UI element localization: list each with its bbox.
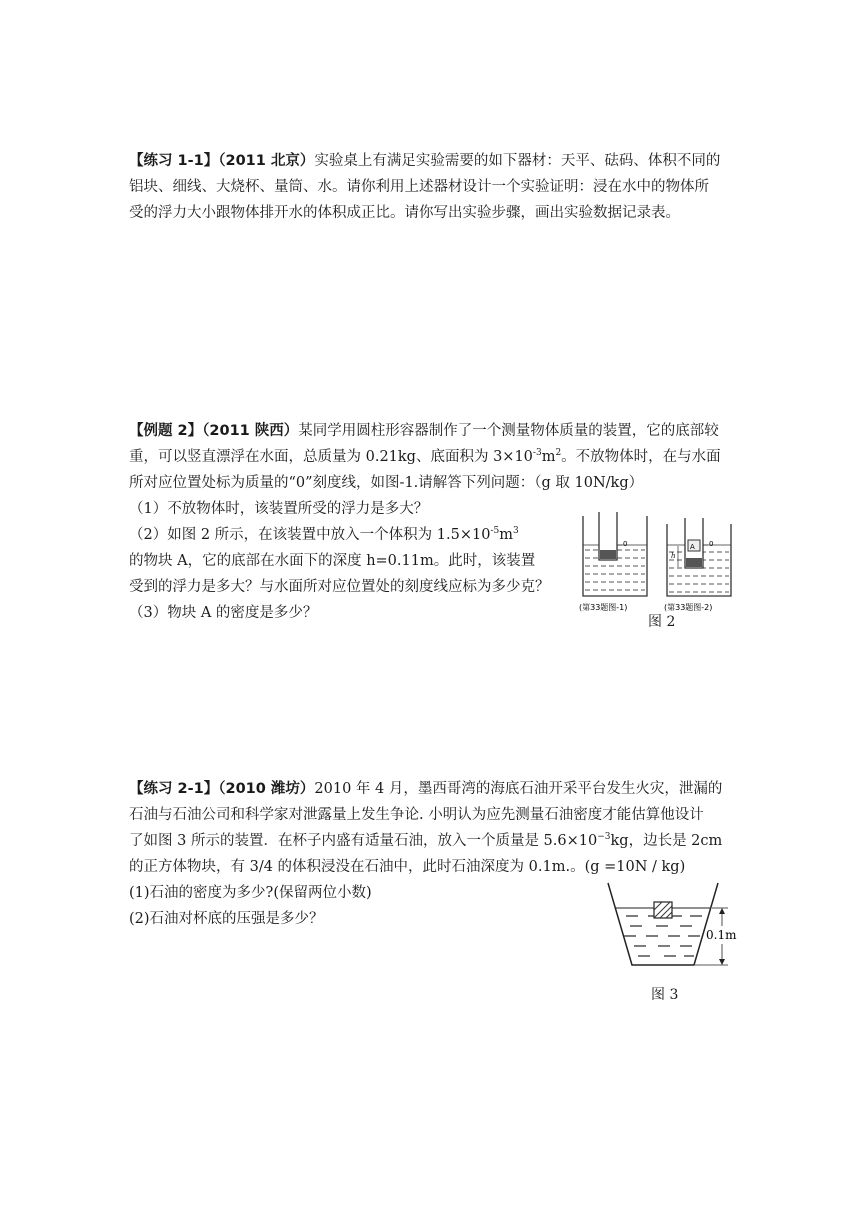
example-2-question-3: （3）物块 A 的密度是多少？: [129, 605, 318, 621]
practice-2-1-text-1: 2010 年 4 月，墨西哥湾的海底石油开采平台发生火灾，泄漏的: [314, 781, 723, 797]
practice-2-1-text-3b: kg，边长是 2cm: [610, 833, 723, 849]
figure-2-2-zero-mark: 0: [709, 540, 714, 548]
figure-2-1-label: (第33题图-1): [579, 603, 628, 612]
example-2-tag: 【例题 2】: [129, 423, 203, 439]
practice-1-1-line-1: [129, 148, 733, 174]
figure-3-caption: 图 3: [651, 987, 679, 1003]
example-2-source: （2011 陕西）: [202, 423, 299, 439]
practice-2-1-line-2: 石油与石油公司和科学家对泄露量上发生争论. 小明认为应先测量石油密度才能估算他设计: [129, 807, 704, 823]
example-2-q2-text-a: （2）如图 2 所示，在该装置中放入一个体积为 1.5×10: [129, 527, 491, 543]
practice-1-1-text-1: 实验桌上有满足实验需要的如下器材：天平、砝码、体积不同的: [314, 153, 721, 169]
example-2-q2-sup-2: 3: [512, 526, 519, 537]
practice-2-1-sup: −3: [597, 832, 611, 843]
figure-2-2-container: [667, 518, 731, 596]
figure-2-diagram: [577, 512, 737, 612]
practice-2-1-source: （2010 潍坊）: [218, 781, 315, 797]
practice-2-1-question-1: (1)石油的密度为多少?(保留两位小数): [129, 885, 372, 901]
example-2-line-3: 所对应位置处标为质量的“0”刻度线，如图-1.请解答下列问题：（g 取 10N/kg）: [129, 475, 644, 491]
example-2-line-2: [129, 444, 733, 470]
figure-2-2-label: (第33题图-2): [664, 603, 713, 612]
example-2-text-2c: 。不放物体时，在与水面: [561, 449, 721, 465]
example-2-text-2b: m: [541, 449, 556, 465]
figure-3-block: [654, 902, 672, 918]
practice-2-1-tag: 【练习 2-1】: [129, 781, 219, 797]
example-2-line-1: [129, 418, 733, 444]
practice-2-1-text-3a: 了如图 3 所示的装置．在杯子内盛有适量石油，放入一个质量是 5.6×10: [129, 833, 598, 849]
figure-2-2-block-label: A: [690, 543, 695, 551]
figure-2-caption: 图 2: [648, 614, 676, 630]
example-2-question-2-line-3: 受到的浮力是多大？与水面所对应位置处的刻度线应标为多少克？: [129, 579, 550, 595]
example-2-q2-text-b: m: [499, 527, 513, 543]
practice-1-1: [129, 148, 733, 226]
practice-1-1-source: （2011 北京）: [218, 153, 315, 169]
practice-1-1-line-3: 受的浮力大小跟物体排开水的体积成正比。请你写出实验步骤，画出实验数据记录表。: [129, 205, 680, 221]
example-2-sup-1: -3: [532, 448, 542, 459]
practice-2-1-line-1: [129, 776, 733, 802]
figure-3-depth-label: 0.1m: [706, 928, 737, 942]
example-2-sup-2: 2: [555, 448, 562, 459]
practice-1-1-line-2: 铝块、细线、大烧杯、量筒、水。请你利用上述器材设计一个实验证明：浸在水中的物体所: [129, 179, 709, 195]
example-2-q2-sup-1: -5: [490, 526, 500, 537]
practice-2-1-line-3: [129, 828, 733, 854]
figure-2-1-container: [583, 512, 647, 596]
figure-3-diagram: [604, 880, 744, 970]
practice-2-1-question-2: (2)石油对杯底的压强是多少？: [129, 911, 324, 927]
figure-2-2-depth-label: h: [671, 552, 676, 560]
practice-1-1-tag: 【练习 1-1】: [129, 153, 219, 169]
example-2-text-2a: 重，可以竖直漂浮在水面，总质量为 0.21kg、底面积为 3×10: [129, 449, 533, 465]
figure-2-1-zero-mark: 0: [623, 540, 628, 548]
example-2-question-1: （1）不放物体时，该装置所受的浮力是多大？: [129, 501, 429, 517]
example-2-question-2-line-2: 的物块 A，它的底部在水面下的深度 h=0.11m。此时，该装置: [129, 553, 536, 569]
example-2-text-1: 某同学用圆柱形容器制作了一个测量物体质量的装置，它的底部较: [298, 423, 719, 439]
practice-2-1-line-4: 的正方体物块，有 3/4 的体积浸没在石油中，此时石油深度为 0.1m.。(g =10N / kg): [129, 859, 686, 875]
